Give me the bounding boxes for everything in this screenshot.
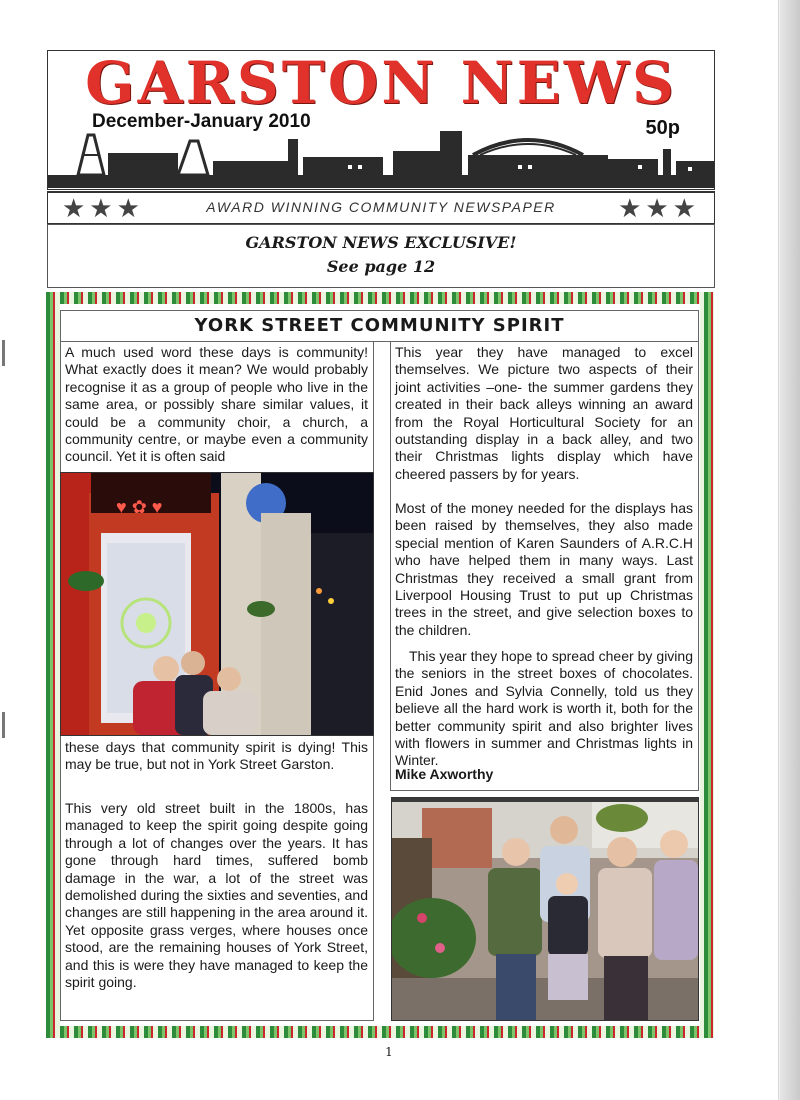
- article-right-column: [390, 341, 699, 791]
- tagline: AWARD WINNING COMMUNITY NEWSPAPER: [206, 199, 556, 215]
- binder-mark: [2, 712, 5, 738]
- article-paragraph: these days that community spirit is dying! This may be true, but not in York Street Garston.: [65, 739, 368, 773]
- article-paragraph: This year they have managed to excel themselves. We picture two aspects of their joint activities –one- the summer gardens they created in their back alleys winning an award from the Royal Horticultural Society for an outstanding display in a back alley, and two their Christmas lights display which have cheered passers by for years.: [395, 344, 693, 482]
- masthead: [47, 50, 715, 190]
- article-paragraph: This year they hope to spread cheer by giving the seniors in the street boxes of chocolates. Enid Jones and Sylvia Connelly, told us they believe all the hard work is worth it, both for the better community spirit and also brighter lives with flowers in summer and Christmas lights in Winter.: [395, 648, 693, 769]
- article-title: YORK STREET COMMUNITY SPIRIT: [60, 310, 699, 342]
- binder-mark: [2, 340, 5, 366]
- page-number: 1: [385, 1045, 393, 1059]
- article-paragraph: This very old street built in the 1800s, has managed to keep the spirit going despite going through a lot of changes over the years. It has gone through hard times, suffered bomb damage in the war, a lot of the street was demolished during the sixties and seventies, and changes are still happening in the area around it. Yet opposite grass verges, where houses once stood, are the remaining houses of York Street, and this is were they have managed to keep the spirit going.: [65, 800, 368, 991]
- garston-skyline-illustration: [48, 131, 714, 188]
- star-icon-group-right: ★★★: [618, 193, 700, 223]
- exclusive-page-ref: See page 12: [326, 257, 436, 276]
- issue-date: December-January 2010: [92, 111, 311, 132]
- christmas-lights-photo: [60, 472, 374, 736]
- issue-price: 50p: [645, 117, 680, 139]
- tagline-bar: [47, 191, 715, 224]
- back-alley-garden-photo: [391, 797, 699, 1021]
- article-paragraph: Most of the money needed for the displays has been raised by themselves, they also made special mention of Karen Saunders of A.R.C.H who have helped them in many ways. Last Christmas they received a small grant from Liverpool Housing Trust to put up Christmas trees in the street, and give selection boxes to the children.: [395, 500, 693, 638]
- article-paragraph: A much used word these days is community! What exactly does it mean? We would probably recognise it as a group of people who live in the same area, or possibly share similar values, it could be a community choir, a church, a community centre, or maybe even a community council. Yet it is often said: [65, 344, 368, 465]
- svg-text:♥ ✿ ♥: ♥ ✿ ♥: [116, 497, 163, 517]
- article-author: Mike Axworthy: [395, 766, 494, 782]
- exclusive-banner: [47, 224, 715, 288]
- masthead-title: GARSTON NEWS: [85, 49, 677, 117]
- exclusive-headline: GARSTON NEWS EXCLUSIVE!: [245, 233, 517, 252]
- star-icon-group-left: ★★★: [62, 193, 144, 223]
- page-edge-shadow: [780, 0, 800, 1100]
